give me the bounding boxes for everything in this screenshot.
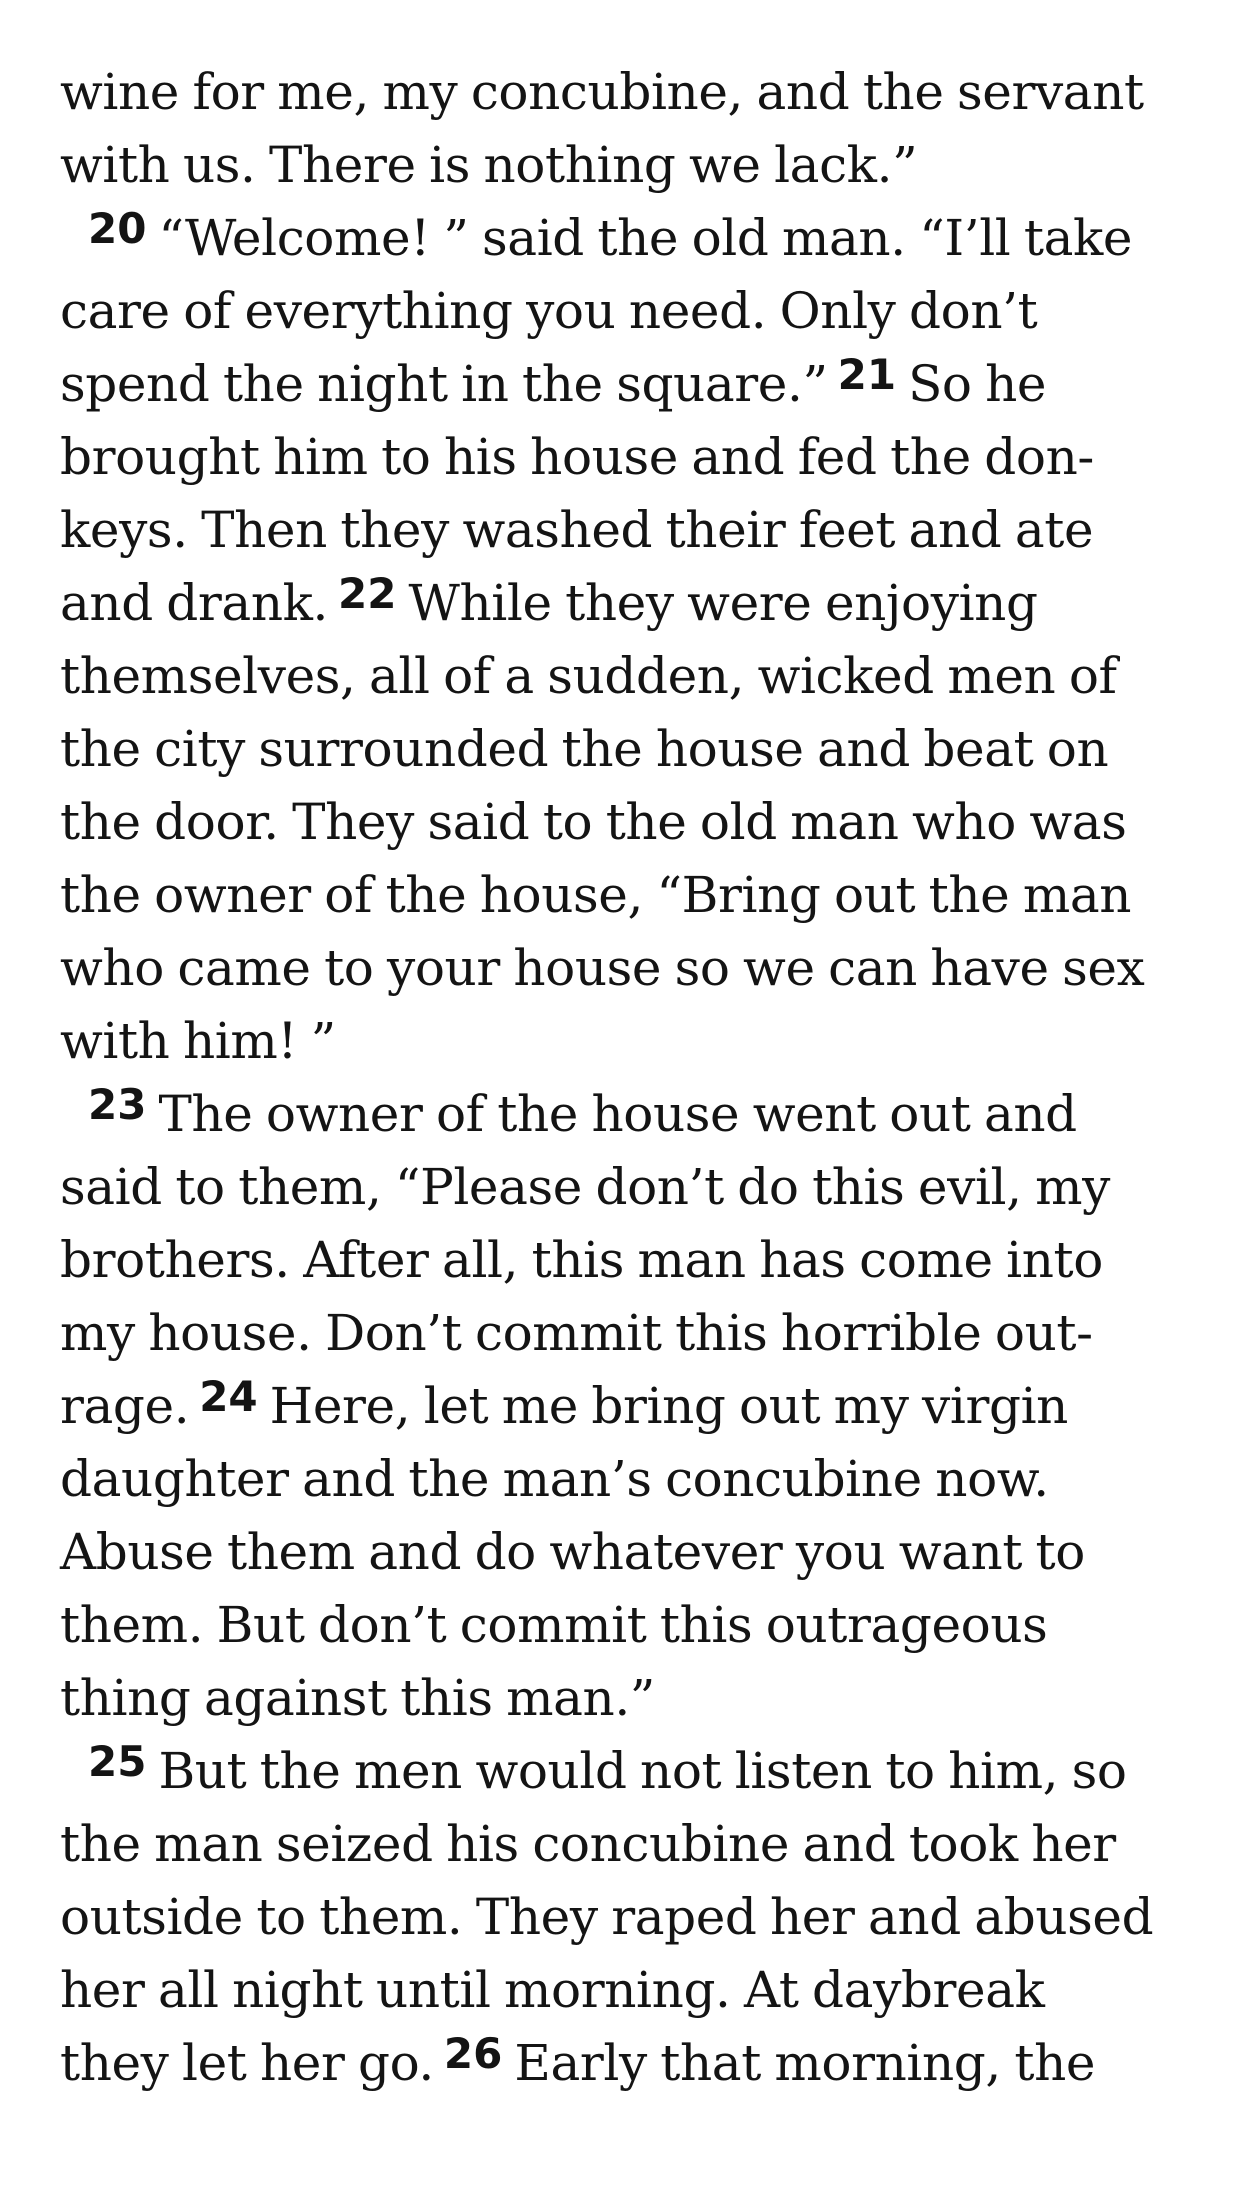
line-text: brought him to his house and fed the don- — [60, 428, 1094, 486]
text-line — [60, 859, 1190, 932]
line-text: with us. There is nothing we lack.” — [60, 136, 918, 194]
line-text: Abuse them and do whatever you want to — [60, 1523, 1085, 1581]
text-line — [60, 1078, 1190, 1151]
line-text: them. But don’t commit this outrageous — [60, 1596, 1048, 1654]
line-text: the city surrounded the house and beat on — [60, 720, 1109, 778]
verse-number: 23 — [88, 1080, 147, 1129]
line-text: care of everything you need. Only don’t — [60, 282, 1038, 340]
verse-number: 24 — [199, 1372, 258, 1421]
text-line — [60, 1662, 1190, 1735]
line-text: her all night until morning. At daybreak — [60, 1961, 1045, 2019]
text-line — [60, 348, 1190, 421]
text-line — [60, 1151, 1190, 1224]
text-line — [60, 494, 1190, 567]
line-text: The owner of the house went out and — [158, 1085, 1077, 1143]
text-line — [60, 421, 1190, 494]
scripture-passage — [60, 56, 1190, 2100]
verse-number: 21 — [837, 350, 897, 399]
line-text: my house. Don’t commit this horrible out- — [60, 1304, 1093, 1362]
line-text: But the men would not listen to him, so — [158, 1742, 1127, 1800]
text-line — [60, 640, 1190, 713]
text-line — [60, 1297, 1190, 1370]
text-line — [60, 2027, 1190, 2100]
line-text: with him! ” — [60, 1012, 336, 1070]
text-line — [60, 932, 1190, 1005]
text-line — [60, 786, 1190, 859]
line-text: rage. — [60, 1377, 190, 1435]
text-line — [60, 202, 1190, 275]
text-line — [60, 1443, 1190, 1516]
verse-number: 26 — [443, 2029, 503, 2078]
line-text: So he — [908, 355, 1047, 413]
text-line — [60, 275, 1190, 348]
text-line — [60, 1881, 1190, 1954]
text-line — [60, 713, 1190, 786]
text-line — [60, 1954, 1190, 2027]
text-line — [60, 1808, 1190, 1881]
line-text: themselves, all of a sudden, wicked men of — [60, 647, 1117, 705]
verse-number: 25 — [88, 1737, 147, 1786]
line-text: Here, let me bring out my virgin — [269, 1377, 1068, 1435]
verse-number: 22 — [338, 569, 397, 618]
line-text: brothers. After all, this man has come into — [60, 1231, 1103, 1289]
line-text: the door. They said to the old man who was — [60, 793, 1127, 851]
line-text: “Welcome! ” said the old man. “I’ll take — [158, 209, 1133, 267]
text-line — [60, 1589, 1190, 1662]
text-line — [60, 567, 1190, 640]
line-text: keys. Then they washed their feet and ate — [60, 501, 1094, 559]
line-text: outside to them. They raped her and abused — [60, 1888, 1154, 1946]
line-text: spend the night in the square.” — [60, 355, 828, 413]
line-text: Early that morning, the — [514, 2034, 1096, 2092]
line-text: the owner of the house, “Bring out the man — [60, 866, 1132, 924]
text-line — [60, 1224, 1190, 1297]
line-text: they let her go. — [60, 2034, 434, 2092]
line-text: daughter and the man’s concubine now. — [60, 1450, 1049, 1508]
verse-number: 20 — [88, 204, 147, 253]
line-text: wine for me, my concubine, and the servant — [60, 63, 1144, 121]
line-text: said to them, “Please don’t do this evil, my — [60, 1158, 1110, 1216]
line-text: While they were enjoying — [408, 574, 1038, 632]
text-line — [60, 1735, 1190, 1808]
text-line — [60, 129, 1190, 202]
line-text: thing against this man.” — [60, 1669, 655, 1727]
text-line — [60, 1005, 1190, 1078]
line-text: and drank. — [60, 574, 329, 632]
text-line — [60, 56, 1190, 129]
line-text: the man seized his concubine and took her — [60, 1815, 1116, 1873]
line-text: who came to your house so we can have sex — [60, 939, 1145, 997]
text-line — [60, 1370, 1190, 1443]
text-line — [60, 1516, 1190, 1589]
